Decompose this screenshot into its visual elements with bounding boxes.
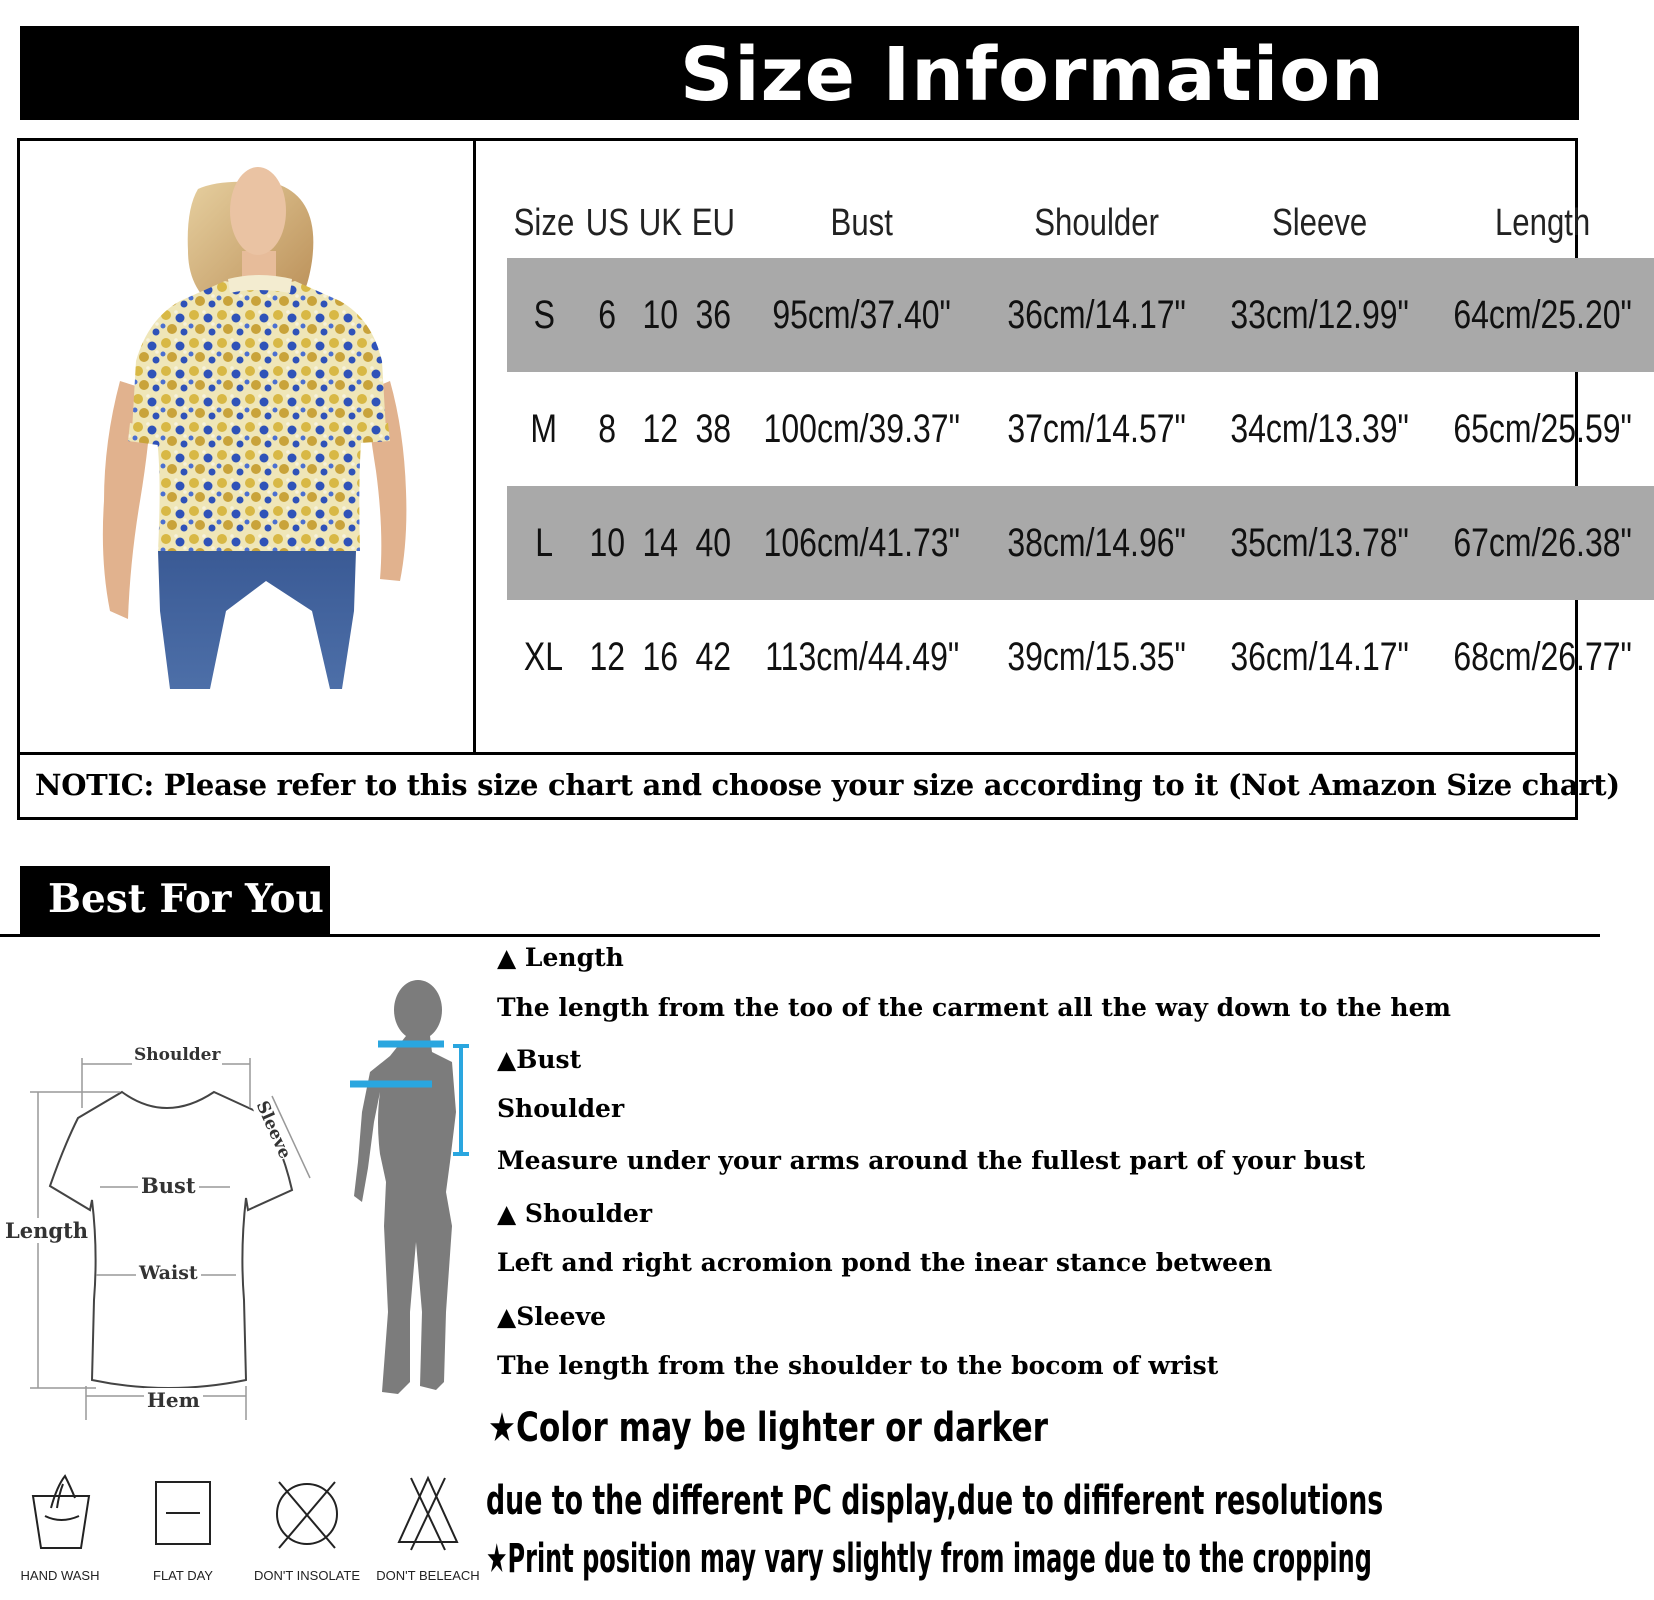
care-label: DON'T BELEACH — [376, 1568, 480, 1583]
table-cell — [1431, 258, 1654, 372]
cell-text: 64cm/25.20" — [1453, 292, 1633, 337]
size-table — [507, 188, 1654, 714]
table-cell — [1208, 258, 1431, 372]
column-header: Size — [513, 201, 575, 244]
cell-text: 10 — [642, 292, 678, 337]
note-print-position: ★Print position may vary slightly from image due to the cropping — [486, 1536, 1372, 1582]
table-cell — [687, 486, 740, 600]
cell-text: 38cm/14.96" — [1007, 520, 1186, 565]
cell-text: 113cm/44.49" — [765, 634, 960, 679]
column-header: UK — [638, 201, 682, 244]
cell-text: 35cm/13.78" — [1230, 520, 1409, 565]
cell-text: 33cm/12.99" — [1230, 292, 1409, 337]
table-cell — [1431, 486, 1654, 600]
table-cell — [739, 258, 984, 372]
cell-text: XL — [524, 634, 564, 679]
guide-heading-length: ▲ Length — [497, 943, 624, 972]
care-item-do-not-bleach — [373, 1468, 483, 1588]
note-color: ★Color may be lighter or darker — [488, 1405, 1049, 1451]
column-header: EU — [691, 201, 735, 244]
guide-heading-shoulder: ▲ Shoulder — [497, 1199, 653, 1228]
table-cell — [985, 372, 1208, 486]
hem-label: Hem — [144, 1388, 203, 1412]
column-header: Bust — [830, 201, 894, 244]
cell-text: 37cm/14.57" — [1007, 406, 1186, 451]
bust-label: Bust — [138, 1173, 199, 1198]
tshirt-measure-diagram — [0, 1045, 340, 1430]
cell-text: 36cm/14.17" — [1007, 292, 1186, 337]
do-not-tumble-dry-icon — [252, 1468, 362, 1558]
table-row — [507, 258, 1654, 372]
cell-text: 8 — [598, 406, 617, 451]
cell-text: 16 — [642, 634, 678, 679]
guide-text-shoulder: Shoulder — [497, 1094, 625, 1123]
section-divider — [0, 934, 1600, 937]
page-title: Size Information — [680, 32, 1385, 118]
care-label: DON'T INSOLATE — [253, 1568, 361, 1583]
body-silhouette — [340, 982, 480, 1412]
cell-text: 39cm/15.35" — [1007, 634, 1186, 679]
table-cell — [739, 372, 984, 486]
table-cell — [1208, 600, 1431, 714]
flat-dry-icon — [128, 1468, 238, 1558]
table-cell — [581, 486, 634, 600]
table-cell — [581, 372, 634, 486]
table-cell — [1431, 600, 1654, 714]
column-header: US — [585, 201, 629, 244]
care-label: FLAT DAY — [153, 1568, 213, 1583]
column-header: Shoulder — [1034, 201, 1159, 244]
sleeve-label: Sleeve — [251, 1098, 295, 1162]
cell-text: 100cm/39.37" — [763, 406, 961, 451]
cell-text: M — [530, 406, 558, 451]
table-cell — [985, 600, 1208, 714]
table-cell — [985, 486, 1208, 600]
table-cell — [507, 486, 581, 600]
cell-text: 42 — [695, 634, 731, 679]
cell-text: 40 — [695, 520, 731, 565]
table-header-row — [507, 188, 1654, 258]
guide-text-length: The length from the too of the carment all the way down to the hem — [497, 993, 1451, 1022]
column-header: Sleeve — [1271, 201, 1368, 244]
guide-text-sleeve: The length from the shoulder to the bocom of wrist — [497, 1351, 1219, 1380]
size-notice: NOTIC: Please refer to this size chart and choose your size according to it (Not Amazon Size chart) — [35, 768, 1620, 802]
care-item-hand-wash — [5, 1468, 115, 1588]
table-cell — [1208, 486, 1431, 600]
table-cell — [634, 486, 687, 600]
table-cell — [581, 600, 634, 714]
shoulder-label: Shoulder — [134, 1045, 221, 1065]
cell-text: 95cm/37.40" — [772, 292, 952, 337]
table-cell — [985, 258, 1208, 372]
waist-label: Waist — [136, 1262, 201, 1284]
column-header: Length — [1495, 201, 1591, 244]
cell-text: 68cm/26.77" — [1453, 634, 1633, 679]
table-cell — [1431, 372, 1654, 486]
chart-divider — [473, 140, 476, 754]
table-cell — [634, 258, 687, 372]
cell-text: 14 — [642, 520, 678, 565]
table-cell — [1208, 372, 1431, 486]
table-cell — [507, 600, 581, 714]
table-cell — [581, 258, 634, 372]
guide-text-bust: Measure under your arms around the fullest part of your bust — [497, 1146, 1366, 1175]
cell-text: L — [535, 520, 553, 565]
table-cell — [739, 600, 984, 714]
table-cell — [687, 372, 740, 486]
table-row — [507, 600, 1654, 714]
cell-text: 106cm/41.73" — [763, 520, 961, 565]
cell-text: 65cm/25.59" — [1453, 406, 1633, 451]
chart-divider — [19, 752, 1576, 755]
cell-text: 36cm/14.17" — [1230, 634, 1409, 679]
table-cell — [687, 600, 740, 714]
care-label: HAND WASH — [20, 1568, 100, 1583]
product-photo — [20, 141, 473, 752]
cell-text: 6 — [598, 292, 617, 337]
length-label: Length — [5, 1218, 89, 1243]
cell-text: 36 — [695, 292, 731, 337]
best-for-you-label: Best For You — [48, 876, 324, 922]
cell-text: 12 — [642, 406, 678, 451]
care-item-do-not-insolate — [252, 1468, 362, 1588]
care-item-flat-dry — [128, 1468, 238, 1588]
guide-text-shoulder-desc: Left and right acromion pond the inear stance between — [497, 1248, 1273, 1277]
table-cell — [634, 600, 687, 714]
hand-wash-icon — [5, 1468, 115, 1558]
cell-text: S — [533, 292, 555, 337]
cell-text: 10 — [589, 520, 626, 565]
table-cell — [634, 372, 687, 486]
do-not-bleach-icon — [373, 1468, 483, 1558]
note-display: due to the different PC display,due to dififerent resolutions — [486, 1478, 1384, 1524]
table-cell — [507, 372, 581, 486]
cell-text: 12 — [589, 634, 626, 679]
cell-text: 38 — [695, 406, 731, 451]
best-for-you-tab — [20, 866, 330, 936]
table-cell — [687, 258, 740, 372]
guide-heading-sleeve: ▲Sleeve — [497, 1302, 607, 1331]
table-cell — [739, 486, 984, 600]
table-row — [507, 372, 1654, 486]
table-row — [507, 486, 1654, 600]
guide-heading-bust: ▲Bust — [497, 1045, 582, 1074]
title-bar — [20, 26, 1579, 120]
cell-text: 34cm/13.39" — [1230, 406, 1409, 451]
cell-text: 67cm/26.38" — [1453, 520, 1633, 565]
table-cell — [507, 258, 581, 372]
